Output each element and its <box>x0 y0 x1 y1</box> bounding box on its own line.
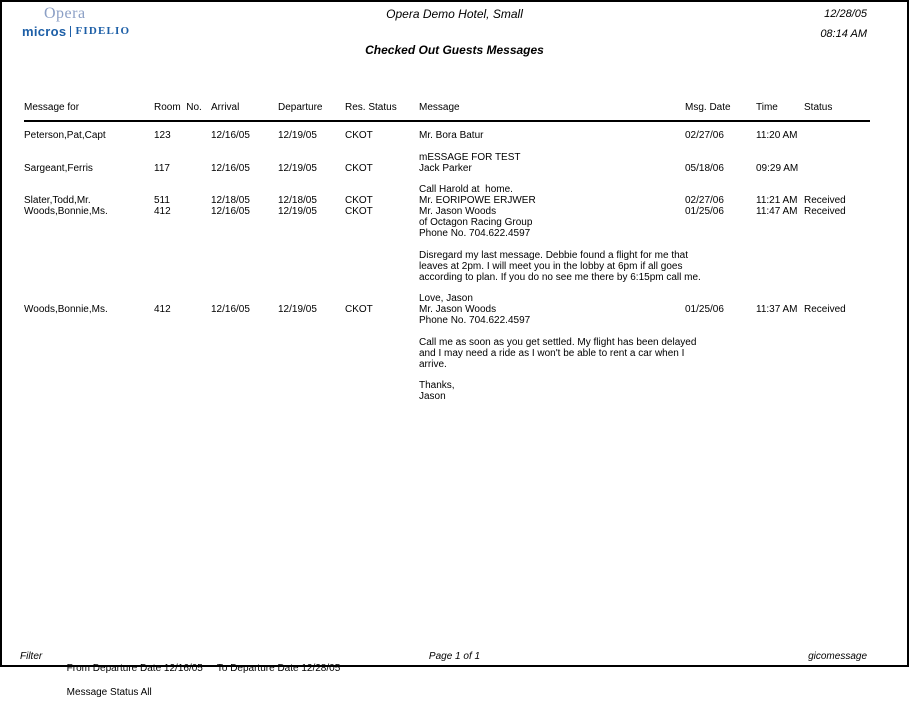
cell-status <box>804 131 870 142</box>
cell-for <box>24 251 154 262</box>
cell-msg: Call Harold at home. <box>419 184 513 196</box>
cell-time <box>756 142 804 153</box>
cell-room <box>154 392 211 403</box>
column-header: Departure <box>278 102 323 113</box>
filter-label: Filter <box>20 651 43 662</box>
cell-time <box>756 273 804 284</box>
cell-msg: leaves at 2pm. I will meet you in the lobby at 6pm if all goes <box>419 260 683 272</box>
cell-for: Woods,Bonnie,Ms. <box>24 206 108 218</box>
page-number: Page 1 of 1 <box>428 651 481 662</box>
cell-status <box>804 229 870 240</box>
report-code: gicomessage <box>808 651 867 662</box>
cell-room: 117 <box>154 162 170 174</box>
cell-for: Peterson,Pat,Capt <box>24 130 106 141</box>
cell-msg: Mr. Jason Woods <box>419 206 497 218</box>
message-line <box>24 349 870 360</box>
cell-time <box>756 392 804 403</box>
cell-date: 01/25/06 <box>685 206 724 218</box>
cell-dep <box>278 316 345 327</box>
cell-date <box>685 381 756 392</box>
cell-for <box>24 316 154 327</box>
cell-date <box>685 240 756 251</box>
cell-time <box>756 381 804 392</box>
cell-time: 11:21 AM <box>756 195 798 207</box>
cell-for <box>24 218 154 229</box>
cell-time <box>756 327 804 338</box>
message-line <box>24 273 870 284</box>
cell-res <box>345 381 419 392</box>
filter-from-departure: From Departure Date 12/16/05 <box>66 663 203 674</box>
cell-msg: Call me as soon as you get settled. My flight has been delayed <box>419 336 697 348</box>
cell-dep: 12/19/05 <box>278 162 317 174</box>
cell-time <box>756 240 804 251</box>
cell-for <box>24 392 154 403</box>
column-header: Message for <box>24 102 80 113</box>
cell-for: Slater,Todd,Mr. <box>24 195 91 207</box>
messages-table <box>24 102 870 403</box>
cell-dep <box>278 392 345 403</box>
cell-date: 05/18/06 <box>685 162 724 174</box>
cell-time <box>756 349 804 360</box>
column-header: Status <box>804 102 833 113</box>
cell-status <box>804 360 870 371</box>
cell-status <box>804 262 870 273</box>
cell-time <box>756 175 804 186</box>
cell-msg: Love, Jason <box>419 293 473 305</box>
message-line <box>24 262 870 273</box>
cell-for <box>24 240 154 251</box>
cell-date <box>685 316 756 327</box>
cell-status <box>804 316 870 327</box>
cell-time: 11:20 AM <box>756 130 798 141</box>
cell-time <box>756 316 804 327</box>
cell-res: CKOT <box>345 304 373 316</box>
cell-status <box>804 142 870 153</box>
cell-arr <box>211 371 278 382</box>
cell-time <box>756 251 804 262</box>
opera-logo: Opera <box>44 5 86 22</box>
cell-status <box>804 175 870 186</box>
cell-for <box>24 262 154 273</box>
message-line <box>24 229 870 240</box>
cell-for <box>24 381 154 392</box>
micros-logo-text: micros <box>22 24 67 39</box>
cell-room <box>154 262 211 273</box>
cell-res <box>345 218 419 229</box>
cell-dep <box>278 262 345 273</box>
cell-dep <box>278 360 345 371</box>
cell-status <box>804 273 870 284</box>
cell-date <box>685 273 756 284</box>
cell-status <box>804 283 870 294</box>
cell-dep <box>278 338 345 349</box>
cell-arr <box>211 360 278 371</box>
cell-res <box>345 316 419 327</box>
cell-status: Received <box>804 304 846 316</box>
cell-for <box>24 142 154 153</box>
cell-time <box>756 262 804 273</box>
cell-room <box>154 327 211 338</box>
cell-dep <box>278 349 345 360</box>
cell-room <box>154 251 211 262</box>
cell-arr: 12/16/05 <box>211 206 250 218</box>
cell-room <box>154 338 211 349</box>
cell-room <box>154 360 211 371</box>
cell-date <box>685 349 756 360</box>
cell-msg: Disregard my last message. Debbie found a flight for me that <box>419 249 689 261</box>
cell-arr <box>211 392 278 403</box>
cell-room <box>154 273 211 284</box>
cell-res <box>345 175 419 186</box>
print-time: 08:14 AM <box>820 28 867 40</box>
cell-date <box>685 251 756 262</box>
message-line <box>24 316 870 327</box>
cell-dep: 12/19/05 <box>278 304 317 316</box>
cell-res <box>345 283 419 294</box>
cell-status: Received <box>804 195 846 207</box>
cell-arr: 12/16/05 <box>211 304 250 316</box>
cell-res <box>345 349 419 360</box>
cell-room <box>154 349 211 360</box>
micros-fidelio-logo <box>22 25 130 38</box>
cell-date <box>685 229 756 240</box>
cell-msg: Mr. Jason Woods <box>419 304 497 316</box>
cell-status <box>804 240 870 251</box>
cell-status: Received <box>804 206 846 218</box>
cell-date <box>685 371 756 382</box>
cell-time <box>756 338 804 349</box>
cell-res <box>345 327 419 338</box>
cell-date <box>685 262 756 273</box>
cell-arr <box>211 240 278 251</box>
cell-time <box>756 283 804 294</box>
cell-dep <box>278 229 345 240</box>
cell-status <box>804 153 870 164</box>
cell-arr <box>211 218 278 229</box>
cell-date: 02/27/06 <box>685 195 724 207</box>
cell-date <box>685 218 756 229</box>
cell-status <box>804 338 870 349</box>
cell-date: 02/27/06 <box>685 130 724 141</box>
column-header: Res. Status <box>345 102 397 113</box>
fidelio-logo-text: FIDELIO <box>75 25 131 37</box>
cell-for: Sargeant,Ferris <box>24 162 93 174</box>
cell-arr <box>211 327 278 338</box>
cell-res <box>345 371 419 382</box>
cell-for <box>24 175 154 186</box>
cell-for <box>24 273 154 284</box>
cell-res <box>345 360 419 371</box>
cell-time: 11:47 AM <box>756 206 798 218</box>
cell-time <box>756 218 804 229</box>
cell-dep <box>278 240 345 251</box>
table-row <box>24 164 870 175</box>
cell-room: 123 <box>154 130 171 141</box>
cell-status <box>804 381 870 392</box>
logo-divider <box>70 26 71 37</box>
table-header-row <box>24 102 870 122</box>
cell-msg: Thanks, <box>419 380 455 392</box>
message-line <box>24 360 870 371</box>
cell-room <box>154 175 211 186</box>
cell-room <box>154 381 211 392</box>
cell-dep <box>278 283 345 294</box>
cell-dep: 12/18/05 <box>278 195 317 207</box>
cell-msg: and I may need a ride as I won't be able to rent a car when I <box>419 347 685 359</box>
cell-for <box>24 338 154 349</box>
cell-room <box>154 218 211 229</box>
cell-room: 412 <box>154 304 171 316</box>
cell-dep <box>278 251 345 262</box>
column-header: Message <box>419 102 460 113</box>
column-header: Time <box>756 102 778 113</box>
cell-dep <box>278 381 345 392</box>
cell-msg: mESSAGE FOR TEST <box>419 151 521 163</box>
print-date: 12/28/05 <box>824 8 867 20</box>
cell-dep <box>278 371 345 382</box>
cell-status <box>804 251 870 262</box>
column-header: Room No. <box>154 102 202 113</box>
cell-arr <box>211 381 278 392</box>
cell-res <box>345 251 419 262</box>
cell-dep <box>278 327 345 338</box>
cell-room <box>154 316 211 327</box>
cell-msg: Phone No. 704.622.4597 <box>419 315 531 327</box>
cell-for: Woods,Bonnie,Ms. <box>24 304 108 316</box>
cell-room: 412 <box>154 206 171 218</box>
cell-res <box>345 229 419 240</box>
cell-arr <box>211 229 278 240</box>
hotel-name: Opera Demo Hotel, Small <box>386 7 523 21</box>
cell-msg: Phone No. 704.622.4597 <box>419 228 531 240</box>
filter-to-departure: To Departure Date 12/28/05 <box>216 663 341 674</box>
column-header: Arrival <box>211 102 240 113</box>
table-row <box>24 131 870 142</box>
cell-date <box>685 392 756 403</box>
cell-date <box>685 283 756 294</box>
cell-res <box>345 392 419 403</box>
cell-date: 01/25/06 <box>685 304 724 316</box>
cell-arr <box>211 262 278 273</box>
cell-arr: 12/16/05 <box>211 162 250 174</box>
cell-arr <box>211 349 278 360</box>
cell-dep <box>278 218 345 229</box>
cell-arr <box>211 316 278 327</box>
cell-status <box>804 349 870 360</box>
cell-for <box>24 371 154 382</box>
cell-status <box>804 327 870 338</box>
cell-date <box>685 360 756 371</box>
cell-arr <box>211 142 278 153</box>
cell-status <box>804 218 870 229</box>
cell-room <box>154 371 211 382</box>
cell-msg: arrive. <box>419 358 447 370</box>
cell-msg: according to plan. If you do no see me there by 6:15pm call me. <box>419 271 701 283</box>
cell-res: CKOT <box>345 130 373 141</box>
cell-msg: of Octagon Racing Group <box>419 217 533 229</box>
cell-room: 511 <box>154 195 170 207</box>
cell-room <box>154 142 211 153</box>
cell-res: CKOT <box>345 206 373 218</box>
cell-dep <box>278 142 345 153</box>
cell-res <box>345 338 419 349</box>
filter-message-status: Message Status All <box>66 687 152 698</box>
cell-date <box>685 175 756 186</box>
cell-res <box>345 262 419 273</box>
cell-dep: 12/19/05 <box>278 206 317 218</box>
report-title: Checked Out Guests Messages <box>365 43 544 57</box>
table-body <box>24 131 870 403</box>
cell-time: 11:37 AM <box>756 304 798 316</box>
cell-for <box>24 360 154 371</box>
cell-arr <box>211 273 278 284</box>
cell-msg: Mr. Bora Batur <box>419 130 484 141</box>
cell-msg <box>419 371 685 382</box>
cell-date <box>685 142 756 153</box>
cell-for <box>24 349 154 360</box>
message-line <box>24 392 870 403</box>
cell-room <box>154 240 211 251</box>
cell-arr: 12/18/05 <box>211 195 250 207</box>
cell-arr <box>211 251 278 262</box>
cell-arr <box>211 175 278 186</box>
cell-room <box>154 283 211 294</box>
cell-res: CKOT <box>345 195 373 207</box>
cell-room <box>154 229 211 240</box>
cell-dep: 12/19/05 <box>278 130 317 141</box>
column-header: Msg. Date <box>685 102 731 113</box>
cell-for <box>24 327 154 338</box>
cell-for <box>24 283 154 294</box>
cell-status <box>804 371 870 382</box>
cell-dep <box>278 175 345 186</box>
cell-res: CKOT <box>345 162 373 174</box>
cell-time <box>756 371 804 382</box>
cell-arr: 12/16/05 <box>211 130 250 141</box>
cell-status <box>804 392 870 403</box>
cell-msg: Jack Parker <box>419 162 472 174</box>
cell-time: 09:29 AM <box>756 162 799 174</box>
cell-date <box>685 338 756 349</box>
filter-departure-range <box>67 663 341 674</box>
cell-res <box>345 142 419 153</box>
cell-msg: Jason <box>419 391 446 403</box>
cell-status <box>804 164 870 175</box>
cell-msg: Mr. EORIPOWE ERJWER <box>419 195 536 207</box>
message-line <box>24 381 870 392</box>
cell-res <box>345 240 419 251</box>
cell-for <box>24 229 154 240</box>
cell-arr <box>211 338 278 349</box>
cell-time <box>756 360 804 371</box>
cell-dep <box>278 273 345 284</box>
cell-time <box>756 229 804 240</box>
cell-res <box>345 273 419 284</box>
cell-arr <box>211 283 278 294</box>
